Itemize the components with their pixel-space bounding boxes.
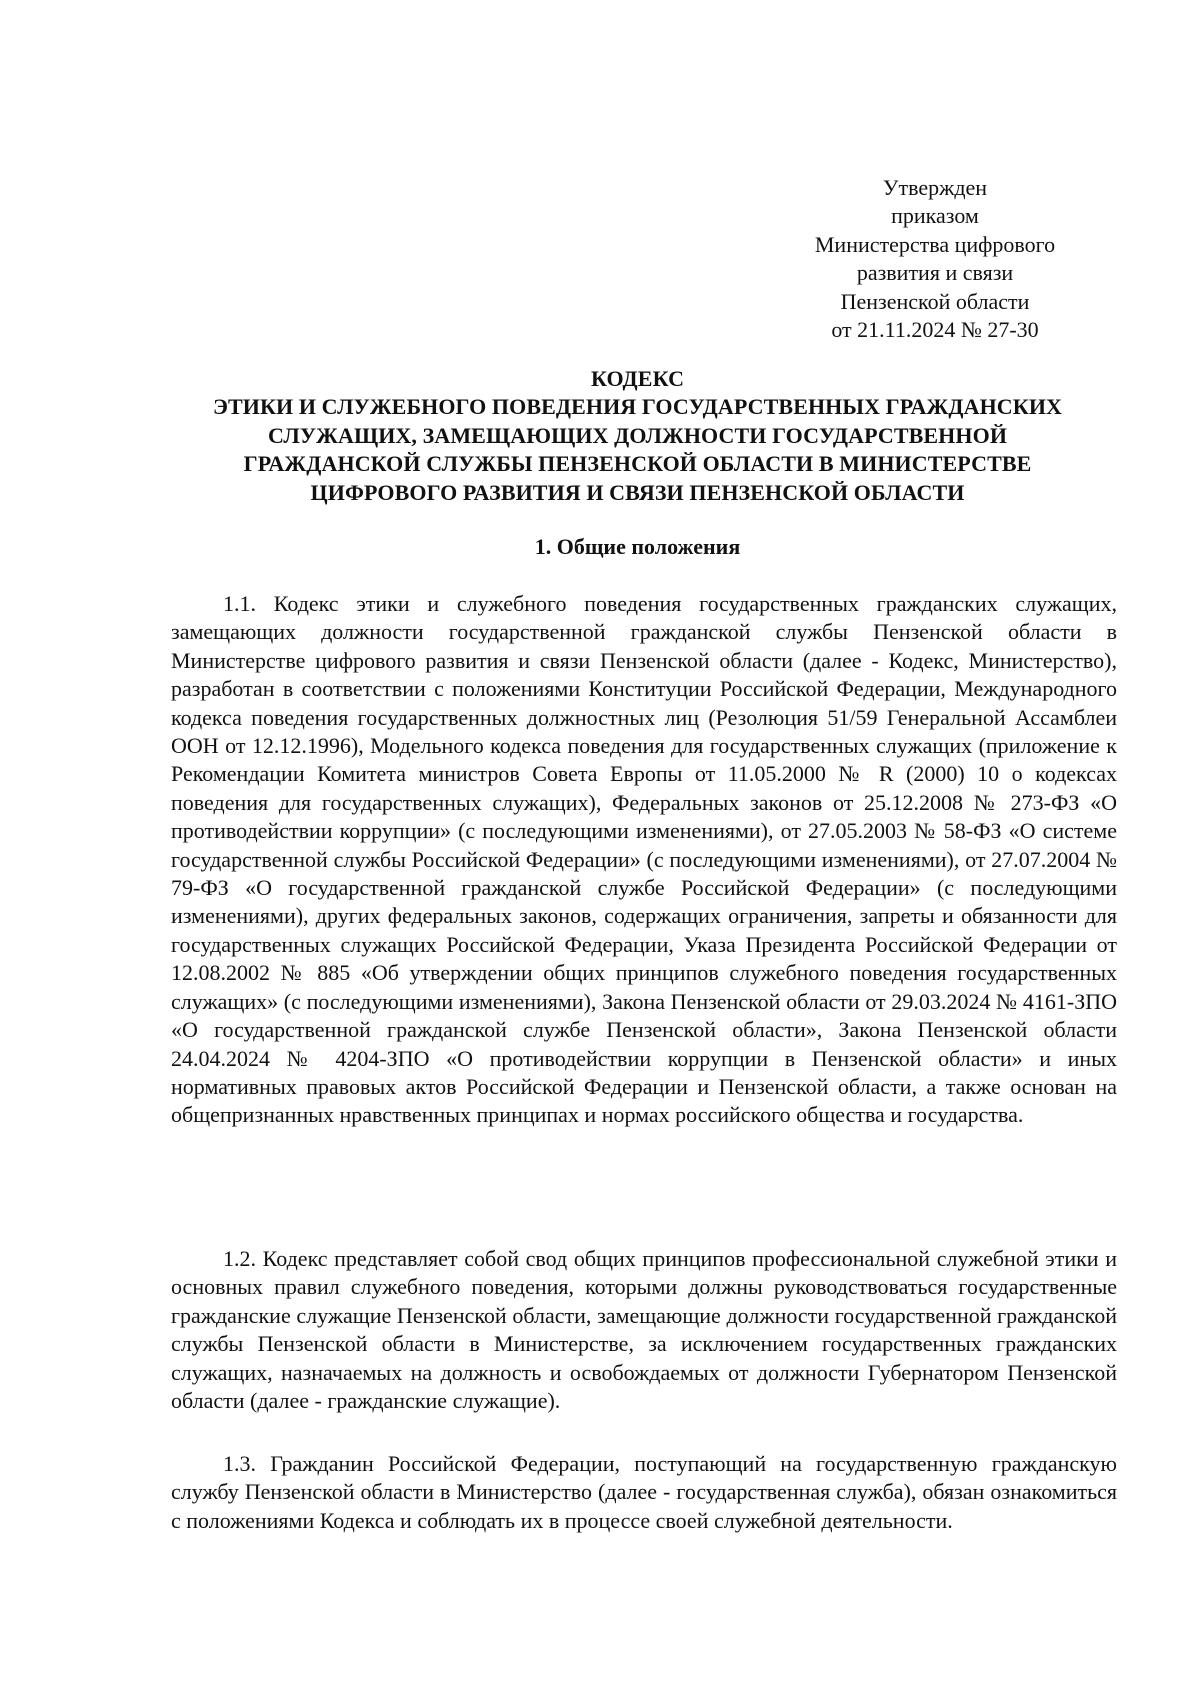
approval-line: развития и связи xyxy=(856,260,1014,286)
section-heading: 1. Общие положения xyxy=(534,534,741,559)
paragraph-1-2: 1.2. Кодекс представляет собой свод общих принципов профессиональной служебной этики и основных правил служебного поведения, которыми должны руководствоваться государственные гражданские служащие Пензенской области, замещающие должности государственной гражданской службы Пензенской области в Министерстве, за исключением государственных гражданских служащих, назначаемых на должность и освобождаемых от должности Губернатором Пензенской области (далее - гражданские служащие). xyxy=(171,1246,1117,1414)
title-line: ЦИФРОВОГО РАЗВИТИЯ И СВЯЗИ ПЕНЗЕНСКОЙ ОБЛАСТИ xyxy=(310,479,965,505)
title-line: СЛУЖАЩИХ, ЗАМЕЩАЮЩИХ ДОЛЖНОСТИ ГОСУДАРСТВЕННОЙ xyxy=(267,422,1008,448)
paragraph-1-3: 1.3. Гражданин Российской Федерации, поступающий на государственную гражданскую службу Пензенской области в Министерство (далее - государственная служба), обязан ознакомиться с положениями Кодекса и соблюдать их в процессе своей служебной деятельности. xyxy=(171,1451,1117,1533)
document-title xyxy=(150,365,1125,507)
approval-line: Пензенской области xyxy=(840,288,1030,314)
approval-stamp xyxy=(770,174,1100,344)
paragraph-1-1: 1.1. Кодекс этики и служебного поведения государственных гражданских служащих, замещающих должности государственной гражданской службы Пензенской области в Министерстве цифрового развития и связи Пензенской области (далее - Кодекс, Министерство), разработан в соответствии с положениями Конституции Российской Федерации, Международного кодекса поведения государственных должностных лиц (Резолюция 51/59 Генеральной Ассамблеи ООН от 12.12.1996), Модельного кодекса поведения для государственных служащих (приложение к Рекомендации Комитета министров Совета Европы от 11.05.2000 № R (2000) 10 о кодексах поведения для государственных служащих), Федеральных законов от 25.12.2008 № 273-ФЗ «О противодействии коррупции» (с последующими изменениями), от 27.05.2003 № 58-ФЗ «О системе государственной службы Российской Федерации» (с последующими изменениями), от 27.07.2004 № 79-ФЗ «О государственной гражданской службе Российской Федерации» (с последующими изменениями), других федеральных законов, содержащих ограничения, запреты и обязанности для государственных служащих Российской Федерации, Указа Президента Российской Федерации от 12.08.2002 № 885 «Об утверждении общих принципов служебного поведения государственных служащих» (с последующими изменениями), Закона Пензенской области от 29.03.2024 № 4161-ЗПО «О государственной гражданской службе Пензенской области», Закона Пензенской области 24.04.2024 № 4204-ЗПО «О противодействии коррупции в Пензенской области» и иных нормативных правовых актов Российской Федерации и Пензенской области, а также основан на общепризнанных нравственных принципах и нормах российского общества и государства. xyxy=(171,591,1117,1128)
title-line: ГРАЖДАНСКОЙ СЛУЖБЫ ПЕНЗЕНСКОЙ ОБЛАСТИ В МИНИСТЕРСТВЕ xyxy=(243,451,1032,477)
approval-line: от 21.11.2024 № 27-30 xyxy=(831,317,1039,343)
title-line: КОДЕКС xyxy=(590,366,685,391)
approval-line: приказом xyxy=(891,203,979,229)
approval-line: Утвержден xyxy=(882,175,988,200)
approval-line: Министерства цифрового xyxy=(814,231,1056,257)
title-line: ЭТИКИ И СЛУЖЕБНОГО ПОВЕДЕНИЯ ГОСУДАРСТВЕННЫХ ГРАЖДАНСКИХ xyxy=(212,394,1063,420)
